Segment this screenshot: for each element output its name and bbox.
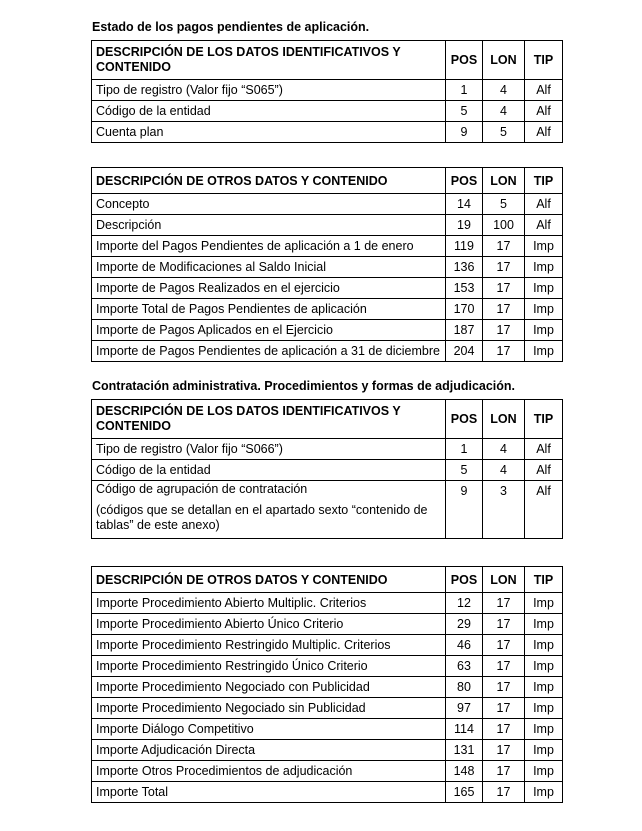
cell-pos: 9: [446, 481, 483, 539]
cell-lon: 17: [483, 656, 525, 677]
table-row: [92, 761, 563, 782]
cell-tip: Imp: [525, 320, 563, 341]
cell-lon: 17: [483, 677, 525, 698]
cell-lon: 4: [483, 460, 525, 481]
cell-lon: 17: [483, 740, 525, 761]
table-otros-datos-s066: [91, 566, 563, 803]
column-header-tip: TIP: [525, 567, 563, 593]
cell-tip: Imp: [525, 236, 563, 257]
cell-pos: 1: [446, 80, 483, 101]
cell-descripcion: Importe Procedimiento Negociado con Publicidad: [92, 677, 446, 698]
cell-tip: Alf: [525, 101, 563, 122]
table-row: [92, 299, 563, 320]
cell-descripcion: Importe de Modificaciones al Saldo Inicial: [92, 257, 446, 278]
cell-descripcion: Importe de Pagos Aplicados en el Ejercicio: [92, 320, 446, 341]
column-header-lon: LON: [483, 168, 525, 194]
table-row: [92, 719, 563, 740]
cell-pos: 9: [446, 122, 483, 143]
cell-lon: 5: [483, 194, 525, 215]
cell-pos: 204: [446, 341, 483, 362]
column-header-pos: POS: [446, 168, 483, 194]
column-header-descripcion: DESCRIPCIÓN DE LOS DATOS IDENTIFICATIVOS Y CONTENIDO: [92, 41, 446, 80]
cell-pos: 19: [446, 215, 483, 236]
cell-pos: 29: [446, 614, 483, 635]
cell-pos: 148: [446, 761, 483, 782]
cell-lon: 17: [483, 593, 525, 614]
cell-lon: 17: [483, 782, 525, 803]
table-otros-datos-s065: [91, 167, 563, 362]
cell-descripcion: Cuenta plan: [92, 122, 446, 143]
cell-lon: 17: [483, 698, 525, 719]
cell-tip: Alf: [525, 194, 563, 215]
cell-lon: 4: [483, 101, 525, 122]
column-header-lon: LON: [483, 41, 525, 80]
cell-lon: 17: [483, 635, 525, 656]
cell-lon: 17: [483, 257, 525, 278]
section-title-pagos-pendientes: Estado de los pagos pendientes de aplicación.: [92, 20, 370, 34]
cell-descripcion: Importe Total de Pagos Pendientes de aplicación: [92, 299, 446, 320]
table-row: [92, 215, 563, 236]
table-row: [92, 257, 563, 278]
cell-lon: 17: [483, 341, 525, 362]
cell-pos: 136: [446, 257, 483, 278]
table-row: [92, 101, 563, 122]
cell-tip: Alf: [525, 439, 563, 460]
column-header-tip: TIP: [525, 400, 563, 439]
table-row: [92, 194, 563, 215]
cell-tip: Imp: [525, 278, 563, 299]
column-header-pos: POS: [446, 567, 483, 593]
table-header-row: [92, 168, 563, 194]
column-header-lon: LON: [483, 567, 525, 593]
cell-tip: Imp: [525, 257, 563, 278]
column-header-pos: POS: [446, 41, 483, 80]
cell-descripcion: Importe Diálogo Competitivo: [92, 719, 446, 740]
cell-descripcion: Importe del Pagos Pendientes de aplicación a 1 de enero: [92, 236, 446, 257]
table-row: [92, 122, 563, 143]
cell-descripcion: Importe Procedimiento Negociado sin Publicidad: [92, 698, 446, 719]
table-row: [92, 278, 563, 299]
table-row: [92, 320, 563, 341]
cell-lon: 5: [483, 122, 525, 143]
cell-tip: Alf: [525, 122, 563, 143]
cell-tip: Imp: [525, 740, 563, 761]
cell-tip: Alf: [525, 460, 563, 481]
row-description: Código de agrupación de contratación: [96, 482, 308, 496]
cell-descripcion: Importe Adjudicación Directa: [92, 740, 446, 761]
cell-lon: 17: [483, 299, 525, 320]
cell-tip: Alf: [525, 481, 563, 539]
cell-lon: 4: [483, 80, 525, 101]
table-row: [92, 614, 563, 635]
cell-pos: 14: [446, 194, 483, 215]
cell-lon: 3: [483, 481, 525, 539]
cell-descripcion: Importe Procedimiento Restringido Único Criterio: [92, 656, 446, 677]
column-header-descripcion: DESCRIPCIÓN DE OTROS DATOS Y CONTENIDO: [92, 567, 446, 593]
cell-pos: 63: [446, 656, 483, 677]
table-row: [92, 341, 563, 362]
cell-lon: 17: [483, 320, 525, 341]
row-note: (códigos que se detallan en el apartado sexto “contenido de tablas” de este anexo): [96, 503, 428, 532]
cell-tip: Imp: [525, 656, 563, 677]
cell-lon: 4: [483, 439, 525, 460]
cell-pos: 165: [446, 782, 483, 803]
table-row: [92, 460, 563, 481]
cell-pos: 80: [446, 677, 483, 698]
table-header-row: [92, 400, 563, 439]
table-datos-identificativos-s065: [91, 40, 563, 143]
cell-tip: Imp: [525, 635, 563, 656]
column-header-tip: TIP: [525, 41, 563, 80]
table-row: [92, 481, 563, 539]
cell-lon: 17: [483, 719, 525, 740]
cell-tip: Alf: [525, 80, 563, 101]
cell-descripcion: Importe Otros Procedimientos de adjudicación: [92, 761, 446, 782]
table-header-row: [92, 41, 563, 80]
table-datos-identificativos-s066: [91, 399, 563, 539]
cell-descripcion: Descripción: [92, 215, 446, 236]
cell-descripcion: Concepto: [92, 194, 446, 215]
cell-pos: 114: [446, 719, 483, 740]
cell-tip: Imp: [525, 341, 563, 362]
cell-descripcion: Importe de Pagos Pendientes de aplicación a 31 de diciembre: [92, 341, 446, 362]
cell-descripcion: Importe Total: [92, 782, 446, 803]
cell-tip: Imp: [525, 299, 563, 320]
cell-pos: 97: [446, 698, 483, 719]
column-header-lon: LON: [483, 400, 525, 439]
cell-pos: 1: [446, 439, 483, 460]
table-row: [92, 635, 563, 656]
cell-descripcion: Tipo de registro (Valor fijo “S065”): [92, 80, 446, 101]
cell-tip: Imp: [525, 677, 563, 698]
cell-lon: 17: [483, 614, 525, 635]
table-header-row: [92, 567, 563, 593]
section-title-contratacion: Contratación administrativa. Procedimientos y formas de adjudicación.: [92, 379, 516, 393]
cell-pos: 187: [446, 320, 483, 341]
cell-lon: 100: [483, 215, 525, 236]
cell-descripcion: Importe Procedimiento Restringido Multiplic. Criterios: [92, 635, 446, 656]
cell-tip: Imp: [525, 761, 563, 782]
cell-lon: 17: [483, 236, 525, 257]
table-row: [92, 740, 563, 761]
cell-descripcion: Importe de Pagos Realizados en el ejercicio: [92, 278, 446, 299]
column-header-tip: TIP: [525, 168, 563, 194]
table-row: [92, 593, 563, 614]
cell-tip: Imp: [525, 782, 563, 803]
table-row: [92, 782, 563, 803]
cell-pos: 119: [446, 236, 483, 257]
cell-pos: 131: [446, 740, 483, 761]
column-header-pos: POS: [446, 400, 483, 439]
cell-tip: Imp: [525, 719, 563, 740]
table-row: [92, 439, 563, 460]
table-row: [92, 656, 563, 677]
cell-pos: 5: [446, 101, 483, 122]
cell-descripcion: Importe Procedimiento Abierto Multiplic. Criterios: [92, 593, 446, 614]
table-row: [92, 698, 563, 719]
cell-descripcion: Código de la entidad: [92, 460, 446, 481]
cell-descripcion: Tipo de registro (Valor fijo “S066”): [92, 439, 446, 460]
cell-tip: Imp: [525, 614, 563, 635]
cell-tip: Imp: [525, 593, 563, 614]
table-row: [92, 80, 563, 101]
cell-lon: 17: [483, 761, 525, 782]
column-header-descripcion: DESCRIPCIÓN DE LOS DATOS IDENTIFICATIVOS Y CONTENIDO: [92, 400, 446, 439]
cell-pos: 46: [446, 635, 483, 656]
cell-pos: 170: [446, 299, 483, 320]
cell-descripcion: [92, 481, 446, 539]
cell-descripcion: Importe Procedimiento Abierto Único Criterio: [92, 614, 446, 635]
cell-tip: Alf: [525, 215, 563, 236]
cell-pos: 153: [446, 278, 483, 299]
table-row: [92, 236, 563, 257]
cell-tip: Imp: [525, 698, 563, 719]
cell-lon: 17: [483, 278, 525, 299]
cell-pos: 12: [446, 593, 483, 614]
column-header-descripcion: DESCRIPCIÓN DE OTROS DATOS Y CONTENIDO: [92, 168, 446, 194]
table-row: [92, 677, 563, 698]
cell-pos: 5: [446, 460, 483, 481]
cell-descripcion: Código de la entidad: [92, 101, 446, 122]
